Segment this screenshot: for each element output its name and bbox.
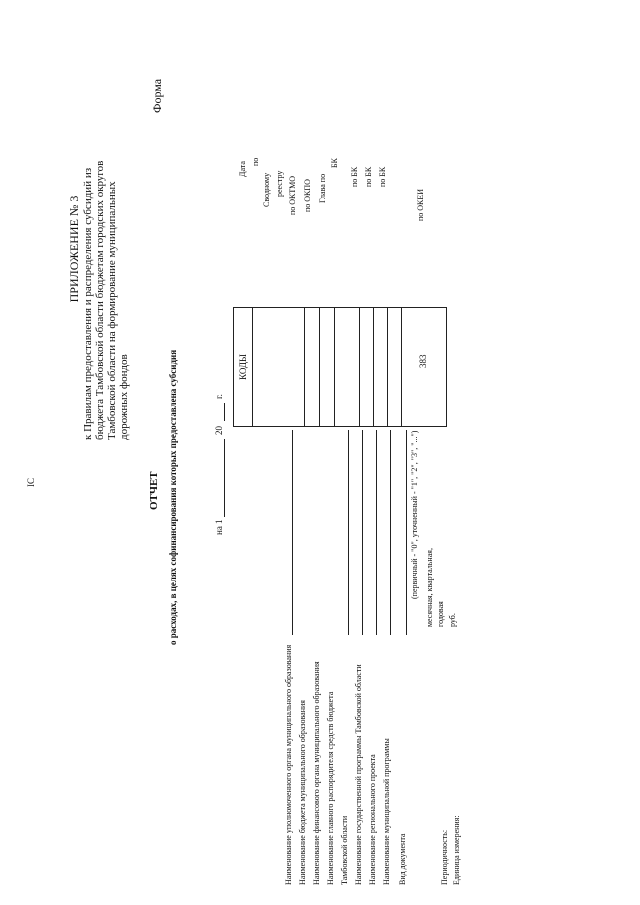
code-label-okei: по ОКЕИ [416,188,425,221]
doc-type-line [406,430,407,635]
codes-row-divider [304,308,305,426]
date-suffix: г. [214,394,224,399]
code-label-okpo: по ОКПО [303,179,312,212]
field-authorized-body: Наименование уполномоченного органа муниципального образования [284,644,293,885]
code-label-date-1: Дата [238,161,247,177]
unit-value: руб. [448,613,457,627]
code-label-chapter-2: БК [330,158,339,168]
state-program-line [362,430,363,635]
date-underline [224,439,225,517]
chief-manager-line [348,430,349,635]
codes-row-divider [334,308,335,426]
report-subtitle: о расходах, в целях софинансирования которых предоставлена субсидия [168,349,178,645]
codes-row-divider [401,308,402,426]
codes-row-divider [319,308,320,426]
field-municipal-program: Наименование муниципальной программы [382,738,391,885]
authorized-body-line [292,430,293,635]
code-label-date-2: по [251,157,260,166]
regional-project-line [376,430,377,635]
appendix-line-2: бюджета Тамбовской области бюджетам городских округов [94,160,106,440]
appendix-line-3: Тамбовской области на формирование муниципальных [106,181,118,440]
periodicity-value-1: месячная, квартальная, [425,548,434,627]
field-budget: Наименование бюджета муниципального образования [298,700,307,885]
field-state-program: Наименование государственной программы Тамбовской области [354,664,363,885]
appendix-line-1: к Правилам предоставления и распределения субсидий из [82,167,94,440]
field-doc-type: Вид документа [398,833,407,885]
codes-row-divider [387,308,388,426]
field-finance-body: Наименование финансового органа муниципального образования [312,661,321,885]
field-chief-manager-2: Тамбовской области [340,815,349,885]
code-label-bk-1: по БК [350,166,359,187]
date-prefix: на 1 [214,519,224,535]
page-number: IC [26,478,36,487]
codes-row-divider [359,308,360,426]
codes-row-divider [373,308,374,426]
date-year: 20 [214,426,224,435]
appendix-line-4: дорожных фондов [118,354,130,440]
codes-header: КОДЫ [234,308,253,426]
periodicity-value-2: годовая [436,601,445,627]
codes-table [233,307,447,427]
appendix-block [68,58,130,440]
field-chief-manager-1: Наименование главного распорядителя средств бюджета [326,691,335,885]
code-label-bk-3: по БК [378,166,387,187]
field-regional-project: Наименование регионального проекта [368,754,377,885]
appendix-title: ПРИЛОЖЕНИЕ № 3 [67,195,81,303]
okei-code-value: 383 [418,354,428,368]
field-unit: Единица измерения: [452,815,461,885]
code-label-registry-2: реестру [275,170,284,197]
field-periodicity: Периодичность: [440,829,449,885]
code-label-registry-1: Сводному [262,172,271,207]
code-label-oktmo: по ОКТМО [288,175,297,215]
doc-type-note: (первичный - "0", уточненный - "1", "2", "3", "...") [410,430,419,599]
year-underline [224,403,225,421]
code-label-chapter-1: Глава по [318,173,327,203]
municipal-program-line [390,430,391,635]
report-title: ОТЧЕТ [148,471,160,510]
code-label-bk-2: по БК [364,166,373,187]
form-label: Форма [150,78,164,113]
